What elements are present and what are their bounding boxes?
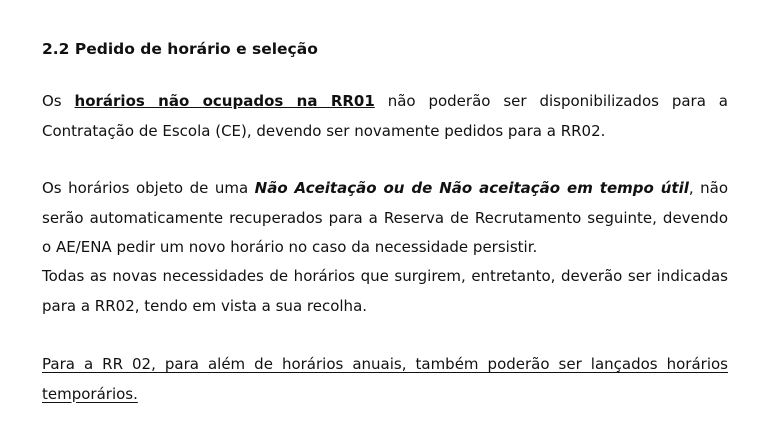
paragraph-text: , não serão automaticamente recuperados para a Reserva de Recrutamento seguinte, devendo o AE/ENA pedir um novo horário no caso da necessidade persistir. bbox=[42, 179, 729, 256]
paragraph-text: Todas as novas necessidades de horários que surgirem, entretanto, deverão ser indicadas para a RR02, tendo em vista a sua recolha. bbox=[42, 267, 728, 315]
section-heading: 2.2 Pedido de horário e seleção bbox=[42, 40, 318, 58]
paragraph-non-acceptance bbox=[42, 174, 728, 263]
underlined-phrase: horários não ocupados na RR01 bbox=[74, 92, 375, 110]
paragraph-unoccupied-schedules bbox=[42, 87, 728, 146]
paragraph-text: Os bbox=[42, 92, 75, 110]
underlined-paragraph-text: Para a RR 02, para além de horários anuais, também poderão ser lançados horários temporários. bbox=[42, 355, 728, 403]
paragraph-text: não poderão ser disponibilizados para a Contratação de Escola (CE), devendo ser novamente pedidos para a RR02. bbox=[42, 92, 728, 140]
paragraph-new-needs bbox=[42, 262, 728, 321]
emphasized-phrase: Não Aceitação ou de Não aceitação em tempo útil bbox=[254, 179, 689, 197]
paragraph-rr02-temporary bbox=[42, 350, 728, 409]
paragraph-text: Os horários objeto de uma bbox=[42, 179, 255, 197]
